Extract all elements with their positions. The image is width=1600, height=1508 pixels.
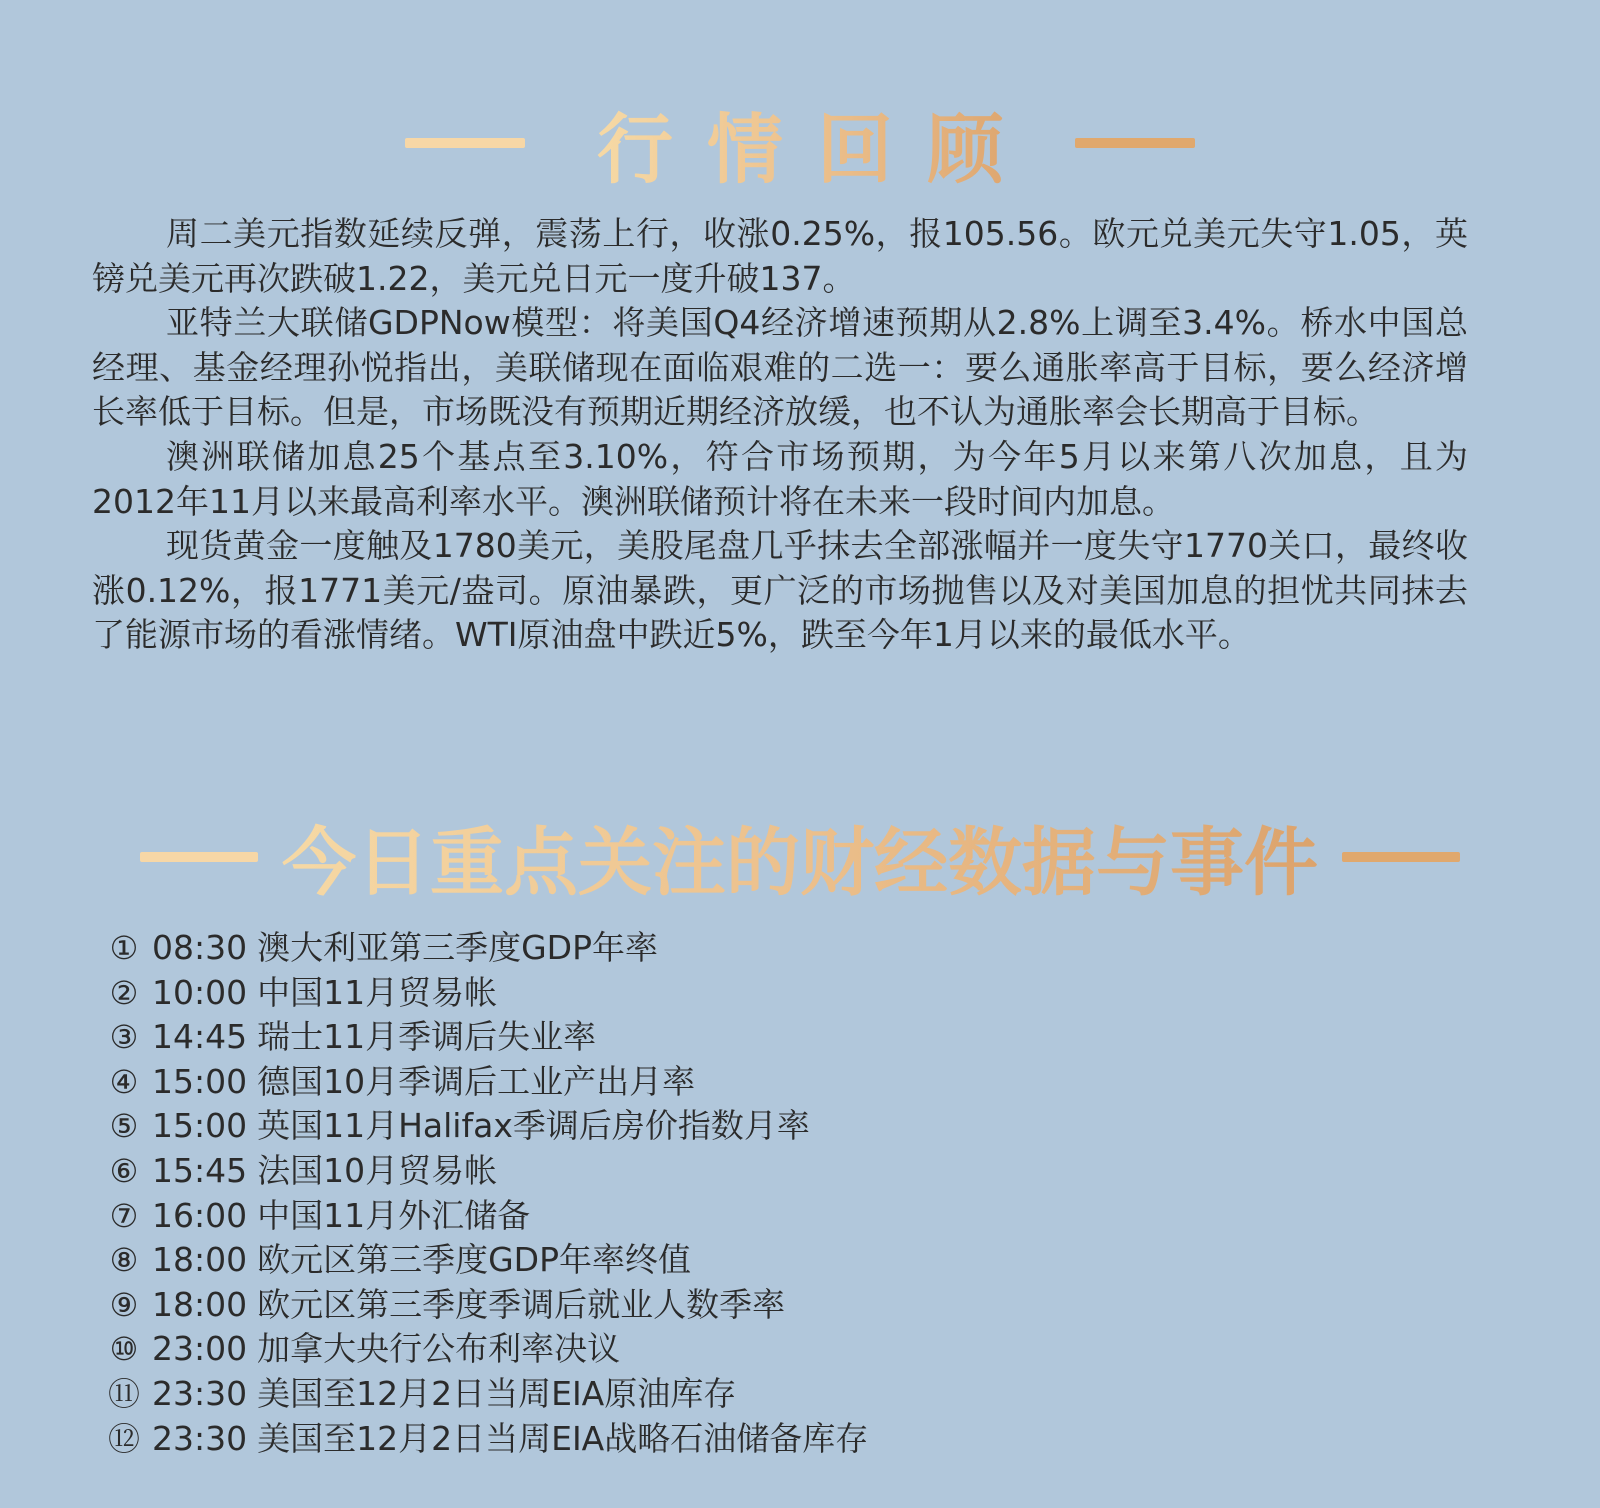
- event-description: 德国10月季调后工业产出月率: [257, 1061, 696, 1101]
- event-number: ⑩: [109, 1330, 139, 1369]
- event-time: 14:45: [152, 1017, 248, 1057]
- list-item: [106, 1060, 868, 1105]
- list-item: [106, 1015, 868, 1060]
- event-time: 15:45: [152, 1150, 248, 1190]
- list-item: [106, 1104, 868, 1149]
- event-number: ⑧: [109, 1241, 139, 1280]
- event-number: ⑦: [109, 1196, 139, 1235]
- event-number: ④: [109, 1062, 139, 1101]
- event-description: 中国11月外汇储备: [257, 1195, 531, 1235]
- event-time: 16:00: [152, 1195, 248, 1235]
- header-dash-right: [1342, 852, 1460, 862]
- review-paragraph: 周二美元指数延续反弹，震荡上行，收涨0.25%，报105.56。欧元兑美元失守1.05，英镑兑美元再次跌破1.22，美元兑日元一度升破137。: [92, 214, 1468, 298]
- events-header: [0, 812, 1600, 906]
- market-review-body: [92, 212, 1468, 658]
- list-item: [106, 1417, 868, 1462]
- event-number: ①: [109, 929, 139, 967]
- event-description: 中国11月贸易帐: [257, 972, 498, 1012]
- event-time: 23:30: [152, 1373, 248, 1413]
- event-number: ③: [109, 1018, 139, 1057]
- event-description: 瑞士11月季调后失业率: [257, 1017, 597, 1057]
- event-description: 英国11月Halifax季调后房价指数月率: [257, 1106, 810, 1146]
- event-time: 23:00: [152, 1329, 248, 1369]
- events-list: [106, 926, 868, 1461]
- event-number: ②: [109, 973, 139, 1012]
- event-description: 欧元区第三季度GDP年率终值: [257, 1240, 691, 1280]
- review-paragraph: 现货黄金一度触及1780美元，美股尾盘几乎抹去全部涨幅并一度失守1770关口，最终收涨0.12%，报1771美元/盎司。原油暴跌，更广泛的市场抛售以及对美国加息的担忧共同抹去了能源市场的看涨情绪。WTI原油盘中跌近5%，跌至今年1月以来的最低水平。: [92, 526, 1468, 655]
- event-description: 法国10月贸易帐: [257, 1150, 498, 1190]
- event-number: ⑨: [109, 1285, 139, 1324]
- header-dash-left: [405, 138, 525, 148]
- event-time: 10:00: [152, 972, 248, 1012]
- event-time: 18:00: [152, 1240, 248, 1280]
- events-title: 今日重点关注的财经数据与事件: [282, 804, 1318, 910]
- event-description: 欧元区第三季度季调后就业人数季率: [257, 1284, 786, 1324]
- event-description: 美国至12月2日当周EIA战略石油储备库存: [257, 1418, 869, 1458]
- market-review-header: [0, 98, 1600, 194]
- header-dash-left: [140, 852, 258, 862]
- event-time: 15:00: [152, 1106, 248, 1146]
- event-number: ⑤: [109, 1107, 139, 1146]
- review-paragraph: 澳洲联储加息25个基点至3.10%，符合市场预期，为今年5月以来第八次加息，且为2012年11月以来最高利率水平。澳洲联储预计将在未来一段时间内加息。: [92, 436, 1468, 521]
- review-paragraph: 亚特兰大联储GDPNow模型：将美国Q4经济增速预期从2.8%上调至3.4%。桥水中国总经理、基金经理孙悦指出，美联储现在面临艰难的二选一：要么通胀率高于目标，要么经济增长率低于目标。但是，市场既没有预期近期经济放缓，也不认为通胀率会长期高于目标。: [92, 303, 1468, 432]
- list-item: [106, 971, 868, 1016]
- list-item: [106, 1327, 868, 1372]
- event-number: ⑪: [107, 1374, 140, 1413]
- event-number: ⑫: [107, 1419, 140, 1458]
- event-description: 澳大利亚第三季度GDP年率: [257, 928, 658, 967]
- header-dash-right: [1075, 138, 1195, 148]
- event-time: 23:30: [152, 1418, 248, 1458]
- event-time: 08:30: [152, 928, 248, 967]
- event-description: 美国至12月2日当周EIA原油库存: [257, 1373, 737, 1413]
- list-item: [106, 1238, 868, 1283]
- event-description: 加拿大央行公布利率决议: [257, 1329, 621, 1369]
- list-item: [106, 926, 868, 971]
- list-item: [106, 1283, 868, 1328]
- list-item: [106, 1149, 868, 1194]
- event-time: 18:00: [152, 1284, 248, 1324]
- list-item: [106, 1194, 868, 1239]
- market-review-title: 行情回顾: [597, 89, 1037, 198]
- list-item: [106, 1372, 868, 1417]
- event-time: 15:00: [152, 1061, 248, 1101]
- event-number: ⑥: [109, 1151, 139, 1190]
